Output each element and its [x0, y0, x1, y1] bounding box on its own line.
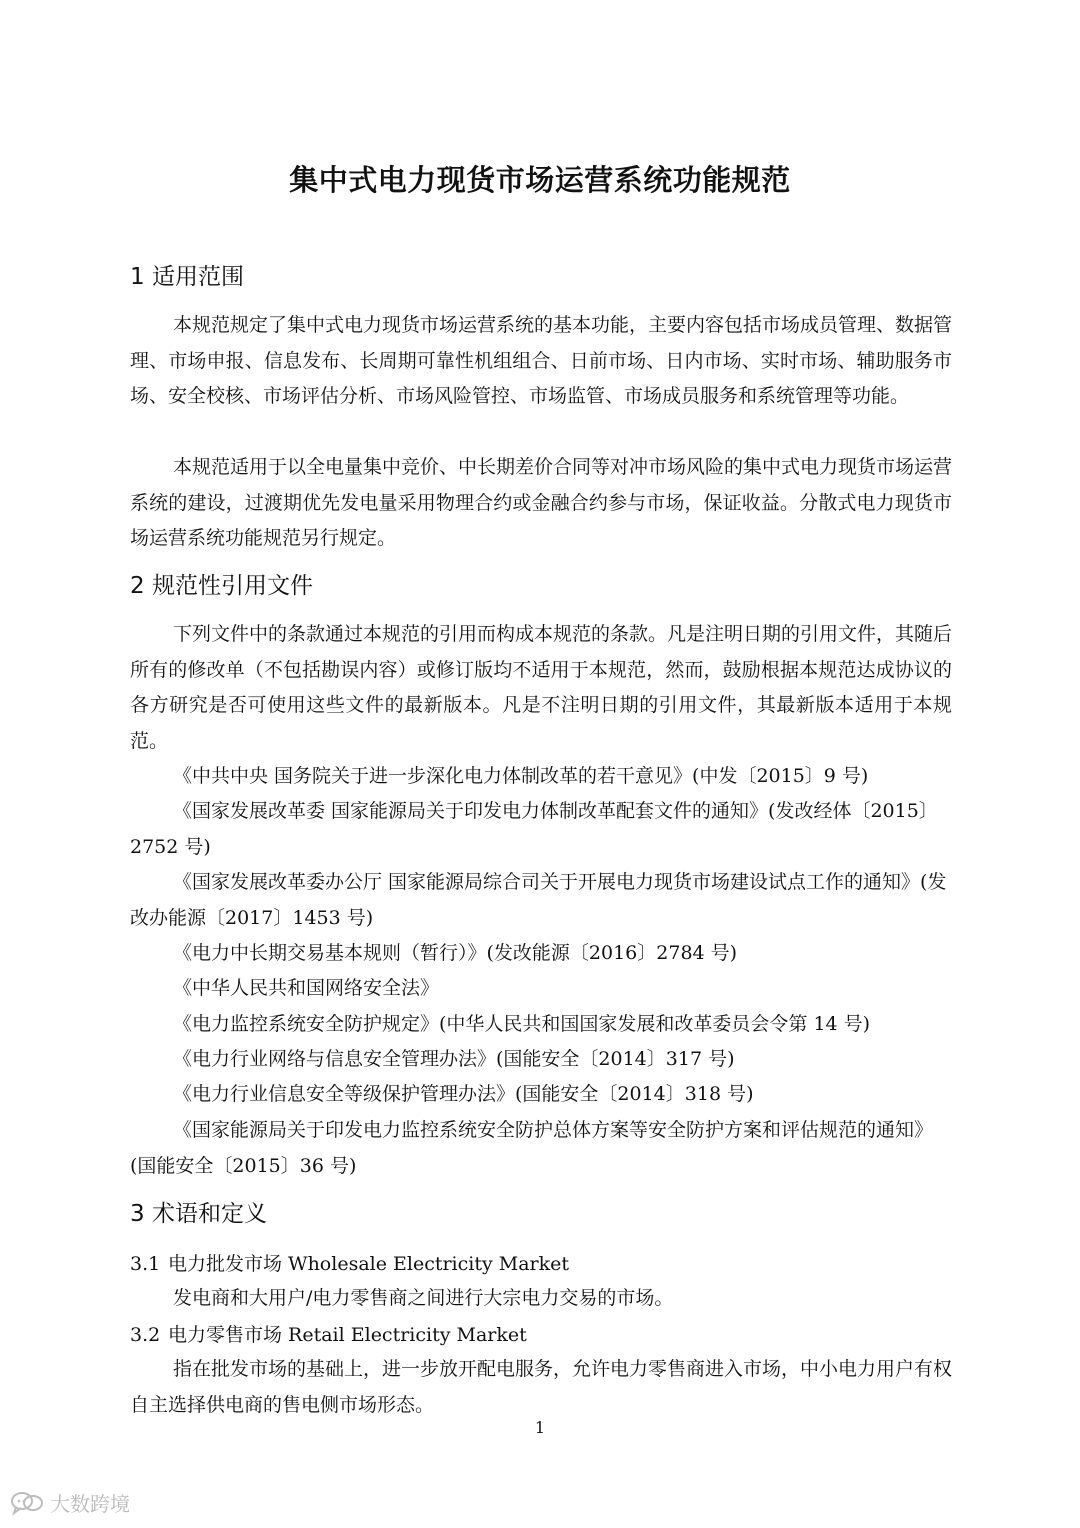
scope-paragraph-2: 本规范适用于以全电量集中竞价、中长期差价合同等对冲市场风险的集中式电力现货市场运营系统的建设，过渡期优先发电量采用物理合约或金融合约参与市场，保证收益。分散式电力现货市场运营系统功能规范另行规定。	[130, 456, 953, 549]
term-definition-retail: 指在批发市场的基础上，进一步放开配电服务，允许电力零售商进入市场，中小电力用户有权自主选择供电商的售电侧市场形态。	[130, 1358, 953, 1416]
term-name: 电力零售市场 Retail Electricity Market	[168, 1324, 527, 1346]
term-heading-wholesale	[130, 1249, 569, 1279]
reference-item: 《电力中长期交易基本规则（暂行）》(发改能源〔2016〕2784 号)	[173, 942, 738, 964]
reference-item: 《电力行业网络与信息安全管理办法》(国能安全〔2014〕317 号)	[173, 1048, 735, 1070]
reference-item: 《国家发展改革委办公厅 国家能源局综合司关于开展电力现货市场建设试点工作的通知》(发改办能源〔2017〕1453 号)	[130, 871, 947, 929]
reference-item: 《中共中央 国务院关于进一步深化电力体制改革的若干意见》(中发〔2015〕9 号)	[173, 765, 869, 787]
section-heading-normative-references: 2 规范性引用文件	[130, 573, 313, 599]
reference-item: 《电力监控系统安全防护规定》(中华人民共和国国家发展和改革委员会令第 14 号)	[173, 1013, 871, 1035]
reference-item: 《国家能源局关于印发电力监控系统安全防护总体方案等安全防护方案和评估规范的通知》(国能安全〔2015〕36 号)	[130, 1119, 934, 1177]
watermark-text: 大数跨境	[50, 1492, 130, 1516]
section-heading-scope: 1 适用范围	[130, 264, 244, 290]
reference-item: 《电力行业信息安全等级保护管理办法》(国能安全〔2014〕318 号)	[173, 1083, 754, 1105]
reference-item: 《中华人民共和国网络安全法》	[173, 977, 440, 999]
scope-paragraph-1: 本规范规定了集中式电力现货市场运营系统的基本功能，主要内容包括市场成员管理、数据管理、市场申报、信息发布、长周期可靠性机组组合、日前市场、日内市场、实时市场、辅助服务市场、安全校核、市场评估分析、市场风险管控、市场监管、市场成员服务和系统管理等功能。	[130, 314, 953, 407]
references-intro-paragraph: 下列文件中的条款通过本规范的引用而构成本规范的条款。凡是注明日期的引用文件，其随后所有的修改单（不包括勘误内容）或修订版均不适用于本规范，然而，鼓励根据本规范达成协议的各方研究是否可使用这些文件的最新版本。凡是不注明日期的引用文件，其最新版本适用于本规范。	[130, 623, 953, 752]
watermark	[10, 1488, 130, 1517]
page-number: 1	[534, 1418, 546, 1437]
term-definition-wholesale: 发电商和大用户/电力零售商之间进行大宗电力交易的市场。	[173, 1287, 674, 1309]
term-heading-retail	[130, 1320, 527, 1350]
document-title: 集中式电力现货市场运营系统功能规范	[289, 163, 791, 197]
chat-bubble-logo-icon	[10, 1490, 44, 1516]
section-heading-terms-definitions: 3 术语和定义	[130, 1201, 267, 1227]
term-name: 电力批发市场 Wholesale Electricity Market	[168, 1253, 570, 1275]
term-number: 3.1	[130, 1253, 161, 1275]
reference-item: 《国家发展改革委 国家能源局关于印发电力体制改革配套文件的通知》(发改经体〔2015〕2752 号)	[130, 800, 938, 858]
term-number: 3.2	[130, 1324, 161, 1346]
